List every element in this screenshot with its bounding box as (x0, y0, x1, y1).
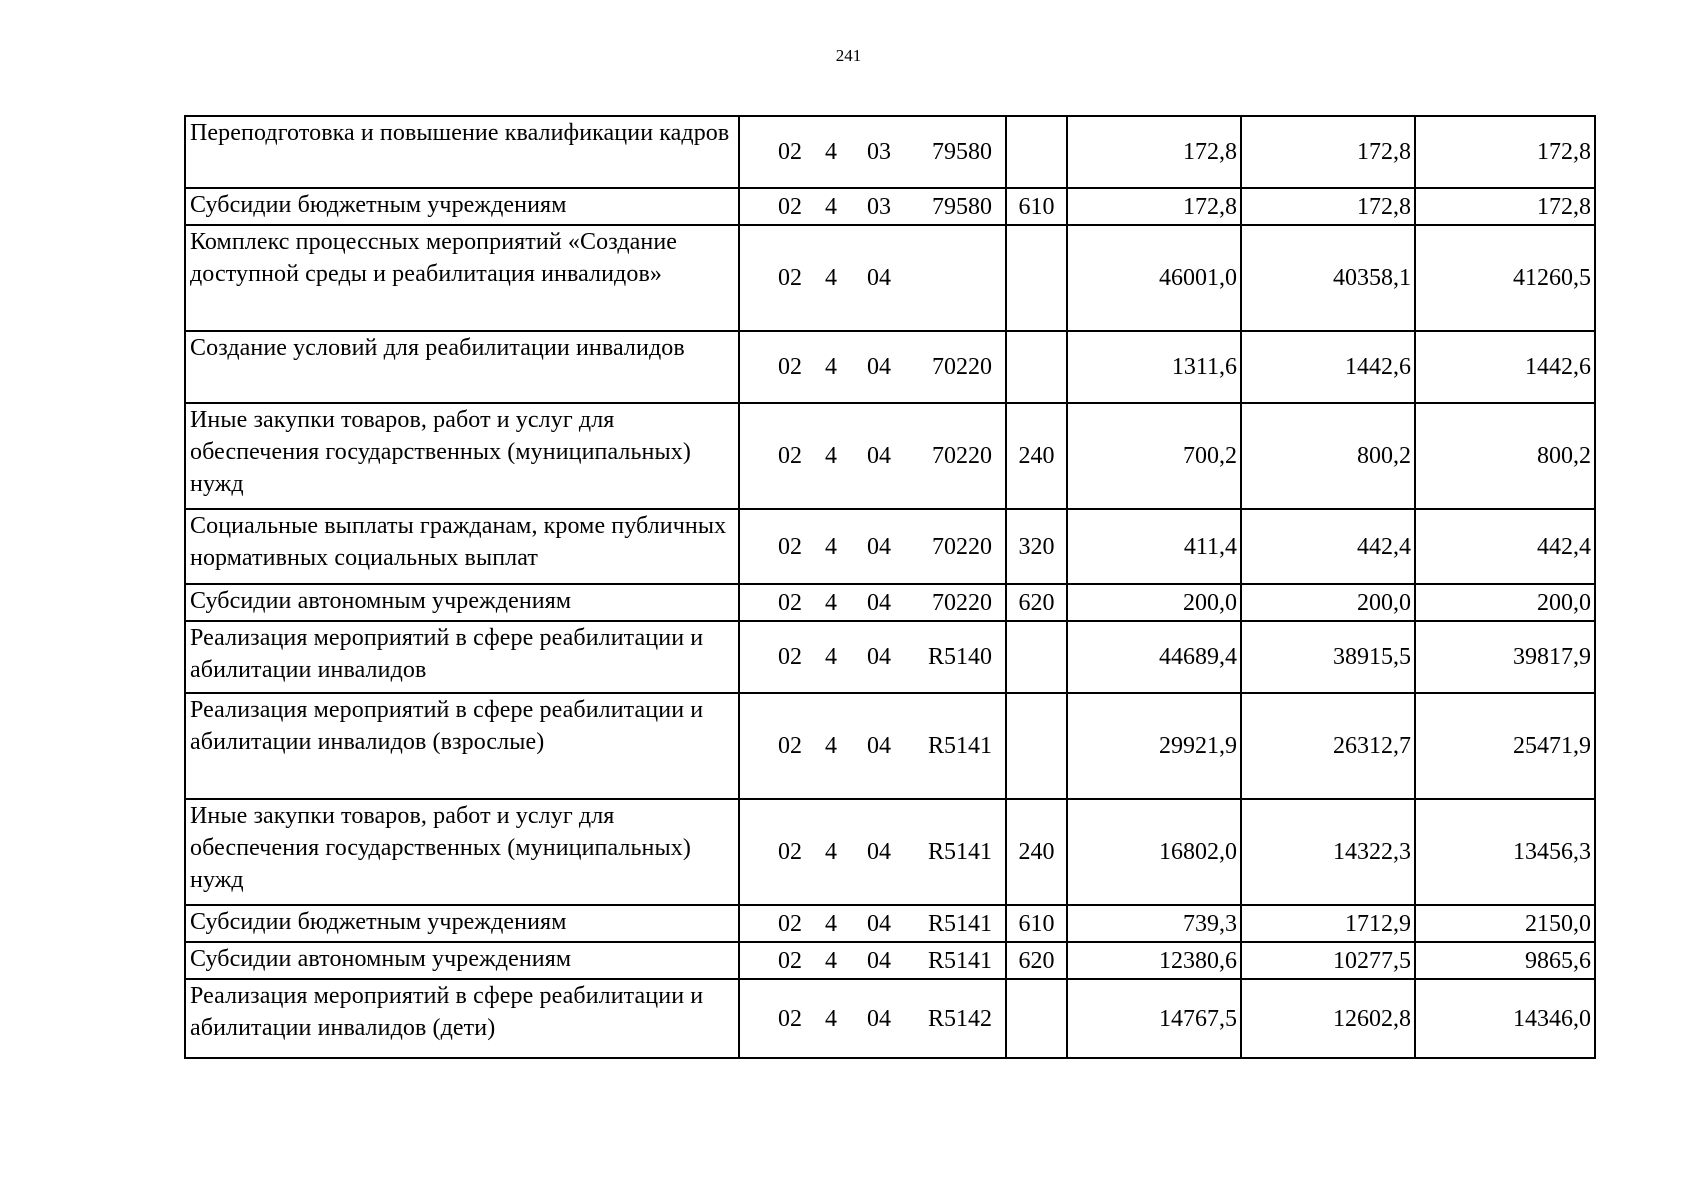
expense-type-code: 240 (1006, 403, 1067, 509)
amount-year-2: 200,0 (1241, 584, 1415, 621)
row-name: Субсидии бюджетным учреждениям (185, 188, 739, 225)
program-code: 02 (778, 733, 802, 759)
direction-code: R5140 (927, 644, 992, 670)
row-codes (739, 942, 1006, 979)
amount-year-3: 2150,0 (1415, 905, 1595, 942)
direction-code: 79580 (932, 193, 992, 220)
amount-year-3: 39817,9 (1415, 621, 1595, 693)
row-codes (739, 693, 1006, 799)
table-row (185, 116, 1595, 188)
group-code: 04 (867, 443, 891, 469)
amount-year-3: 800,2 (1415, 403, 1595, 509)
amount-year-2: 172,8 (1241, 188, 1415, 225)
amount-year-2: 10277,5 (1241, 942, 1415, 979)
expense-type-code: 320 (1006, 509, 1067, 584)
subprogram-code: 4 (825, 910, 837, 937)
table-row (185, 225, 1595, 331)
group-code: 04 (867, 910, 891, 937)
direction-code: 70220 (932, 443, 992, 469)
expense-type-code (1006, 331, 1067, 403)
row-name: Иные закупки товаров, работ и услуг для обеспечения государственных (муниципальных) нужд (185, 403, 739, 509)
direction-code: 70220 (932, 354, 992, 380)
table-row (185, 188, 1595, 225)
row-name: Комплекс процессных мероприятий «Создание доступной среды и реабилитация инвалидов» (185, 225, 739, 331)
row-codes (739, 225, 1006, 331)
expense-type-code: 240 (1006, 799, 1067, 905)
amount-year-3: 9865,6 (1415, 942, 1595, 979)
amount-year-1: 172,8 (1067, 188, 1241, 225)
subprogram-code: 4 (825, 533, 837, 560)
amount-year-3: 172,8 (1415, 116, 1595, 188)
amount-year-3: 200,0 (1415, 584, 1595, 621)
amount-year-1: 44689,4 (1067, 621, 1241, 693)
group-code: 04 (867, 947, 891, 974)
amount-year-1: 700,2 (1067, 403, 1241, 509)
row-codes (739, 584, 1006, 621)
table-row (185, 905, 1595, 942)
program-code: 02 (778, 644, 802, 670)
amount-year-2: 442,4 (1241, 509, 1415, 584)
table-row (185, 799, 1595, 905)
amount-year-3: 25471,9 (1415, 693, 1595, 799)
amount-year-2: 14322,3 (1241, 799, 1415, 905)
amount-year-3: 14346,0 (1415, 979, 1595, 1058)
expense-type-code (1006, 225, 1067, 331)
expense-type-code (1006, 979, 1067, 1058)
group-code: 04 (867, 839, 891, 865)
amount-year-3: 442,4 (1415, 509, 1595, 584)
subprogram-code: 4 (825, 193, 837, 220)
budget-table-body (185, 116, 1595, 1058)
subprogram-code: 4 (825, 644, 837, 670)
group-code: 03 (867, 193, 891, 220)
program-code: 02 (778, 910, 802, 937)
amount-year-1: 1311,6 (1067, 331, 1241, 403)
program-code: 02 (778, 139, 802, 165)
row-name: Субсидии автономным учреждениям (185, 942, 739, 979)
row-codes (739, 188, 1006, 225)
subprogram-code: 4 (825, 947, 837, 974)
subprogram-code: 4 (825, 1005, 837, 1032)
amount-year-1: 739,3 (1067, 905, 1241, 942)
amount-year-3: 172,8 (1415, 188, 1595, 225)
direction-code: R5141 (927, 839, 992, 865)
direction-code: 70220 (932, 589, 992, 616)
amount-year-2: 1712,9 (1241, 905, 1415, 942)
amount-year-1: 12380,6 (1067, 942, 1241, 979)
program-code: 02 (778, 265, 802, 291)
group-code: 04 (867, 533, 891, 560)
row-codes (739, 116, 1006, 188)
amount-year-1: 172,8 (1067, 116, 1241, 188)
row-name: Субсидии автономным учреждениям (185, 584, 739, 621)
subprogram-code: 4 (825, 354, 837, 380)
expense-type-code (1006, 116, 1067, 188)
group-code: 03 (867, 139, 891, 165)
subprogram-code: 4 (825, 839, 837, 865)
budget-table (184, 115, 1596, 1059)
expense-type-code (1006, 693, 1067, 799)
row-name: Создание условий для реабилитации инвалидов (185, 331, 739, 403)
row-name: Субсидии бюджетным учреждениям (185, 905, 739, 942)
row-codes (739, 509, 1006, 584)
subprogram-code: 4 (825, 733, 837, 759)
row-name: Социальные выплаты гражданам, кроме публичных нормативных социальных выплат (185, 509, 739, 584)
amount-year-1: 14767,5 (1067, 979, 1241, 1058)
table-row (185, 979, 1595, 1058)
row-name: Переподготовка и повышение квалификации кадров (185, 116, 739, 188)
expense-type-code: 620 (1006, 942, 1067, 979)
amount-year-2: 1442,6 (1241, 331, 1415, 403)
direction-code: R5141 (927, 947, 992, 974)
program-code: 02 (778, 354, 802, 380)
expense-type-code (1006, 621, 1067, 693)
program-code: 02 (778, 1005, 802, 1032)
expense-type-code: 620 (1006, 584, 1067, 621)
row-name: Иные закупки товаров, работ и услуг для обеспечения государственных (муниципальных) нужд (185, 799, 739, 905)
amount-year-3: 41260,5 (1415, 225, 1595, 331)
table-row (185, 509, 1595, 584)
amount-year-3: 13456,3 (1415, 799, 1595, 905)
row-codes (739, 799, 1006, 905)
group-code: 04 (867, 354, 891, 380)
program-code: 02 (778, 193, 802, 220)
group-code: 04 (867, 265, 891, 291)
amount-year-1: 411,4 (1067, 509, 1241, 584)
row-name: Реализация мероприятий в сфере реабилитации и абилитации инвалидов (дети) (185, 979, 739, 1058)
table-row (185, 942, 1595, 979)
page-number: 241 (835, 46, 862, 65)
table-row (185, 621, 1595, 693)
program-code: 02 (778, 839, 802, 865)
subprogram-code: 4 (825, 443, 837, 469)
subprogram-code: 4 (825, 265, 837, 291)
amount-year-1: 16802,0 (1067, 799, 1241, 905)
amount-year-2: 38915,5 (1241, 621, 1415, 693)
row-codes (739, 905, 1006, 942)
row-codes (739, 979, 1006, 1058)
row-codes (739, 331, 1006, 403)
group-code: 04 (867, 589, 891, 616)
table-row (185, 693, 1595, 799)
expense-type-code: 610 (1006, 905, 1067, 942)
amount-year-1: 46001,0 (1067, 225, 1241, 331)
amount-year-2: 172,8 (1241, 116, 1415, 188)
amount-year-2: 12602,8 (1241, 979, 1415, 1058)
program-code: 02 (778, 589, 802, 616)
row-codes (739, 621, 1006, 693)
amount-year-1: 29921,9 (1067, 693, 1241, 799)
direction-code: R5141 (927, 733, 992, 759)
direction-code: R5141 (927, 910, 992, 937)
amount-year-1: 200,0 (1067, 584, 1241, 621)
subprogram-code: 4 (825, 589, 837, 616)
amount-year-2: 26312,7 (1241, 693, 1415, 799)
table-row (185, 331, 1595, 403)
table-row (185, 584, 1595, 621)
table-row (185, 403, 1595, 509)
expense-type-code: 610 (1006, 188, 1067, 225)
amount-year-3: 1442,6 (1415, 331, 1595, 403)
group-code: 04 (867, 1005, 891, 1032)
subprogram-code: 4 (825, 139, 837, 165)
direction-code: 79580 (932, 139, 992, 165)
amount-year-2: 800,2 (1241, 403, 1415, 509)
row-codes (739, 403, 1006, 509)
direction-code: R5142 (927, 1005, 992, 1032)
group-code: 04 (867, 644, 891, 670)
row-name: Реализация мероприятий в сфере реабилитации и абилитации инвалидов (взрослые) (185, 693, 739, 799)
row-name: Реализация мероприятий в сфере реабилитации и абилитации инвалидов (185, 621, 739, 693)
amount-year-2: 40358,1 (1241, 225, 1415, 331)
group-code: 04 (867, 733, 891, 759)
program-code: 02 (778, 947, 802, 974)
program-code: 02 (778, 443, 802, 469)
direction-code: 70220 (932, 533, 992, 560)
program-code: 02 (778, 533, 802, 560)
